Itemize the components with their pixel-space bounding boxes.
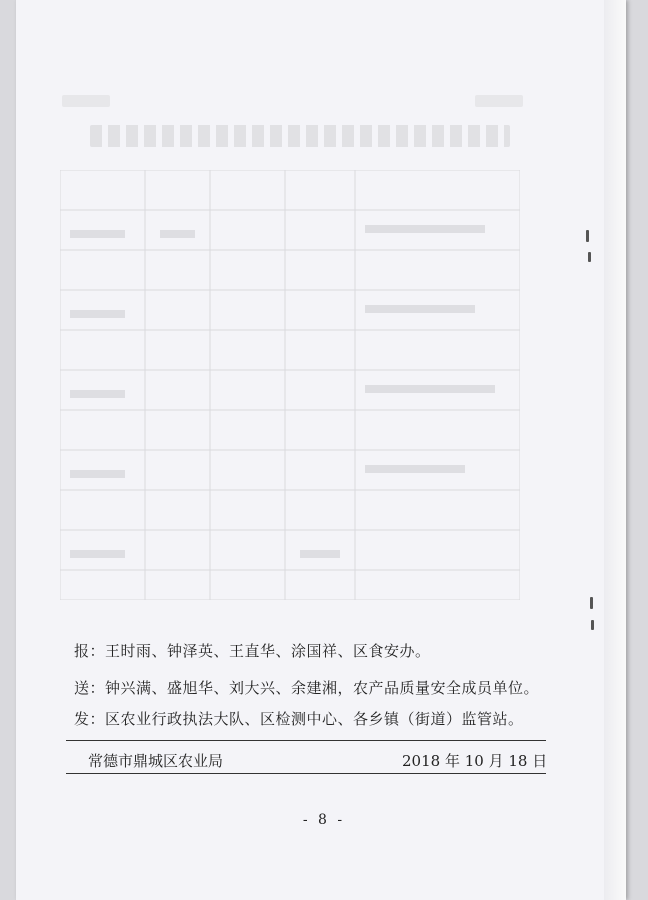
footer-bottom-rule: [66, 773, 546, 774]
footer-top-rule: [66, 740, 546, 741]
page-number: - 8 -: [302, 812, 346, 828]
binding-mark: [590, 597, 593, 609]
bleed-through-table: [60, 170, 520, 600]
send-to-line: 送：钟兴满、盛旭华、刘大兴、余建湘，农产品质量安全成员单位。: [74, 679, 540, 697]
binding-mark: [591, 620, 594, 630]
binding-mark: [588, 252, 591, 262]
binding-mark: [586, 230, 589, 242]
distribute-to-line: 发：区农业行政执法大队、区检测中心、各乡镇（街道）监管站。: [74, 710, 524, 728]
bleed-through-mark: [475, 95, 523, 107]
issuing-organization: 常德市鼎城区农业局: [88, 752, 224, 770]
bleed-through-mark: [62, 95, 110, 107]
report-to-line: 报：王时雨、钟泽英、王直华、涂国祥、区食安办。: [74, 642, 431, 660]
bleed-through-title: [90, 125, 510, 147]
issue-date: 2018 年 10 月 18 日: [402, 752, 548, 770]
page-edge-shadow: [604, 0, 626, 900]
